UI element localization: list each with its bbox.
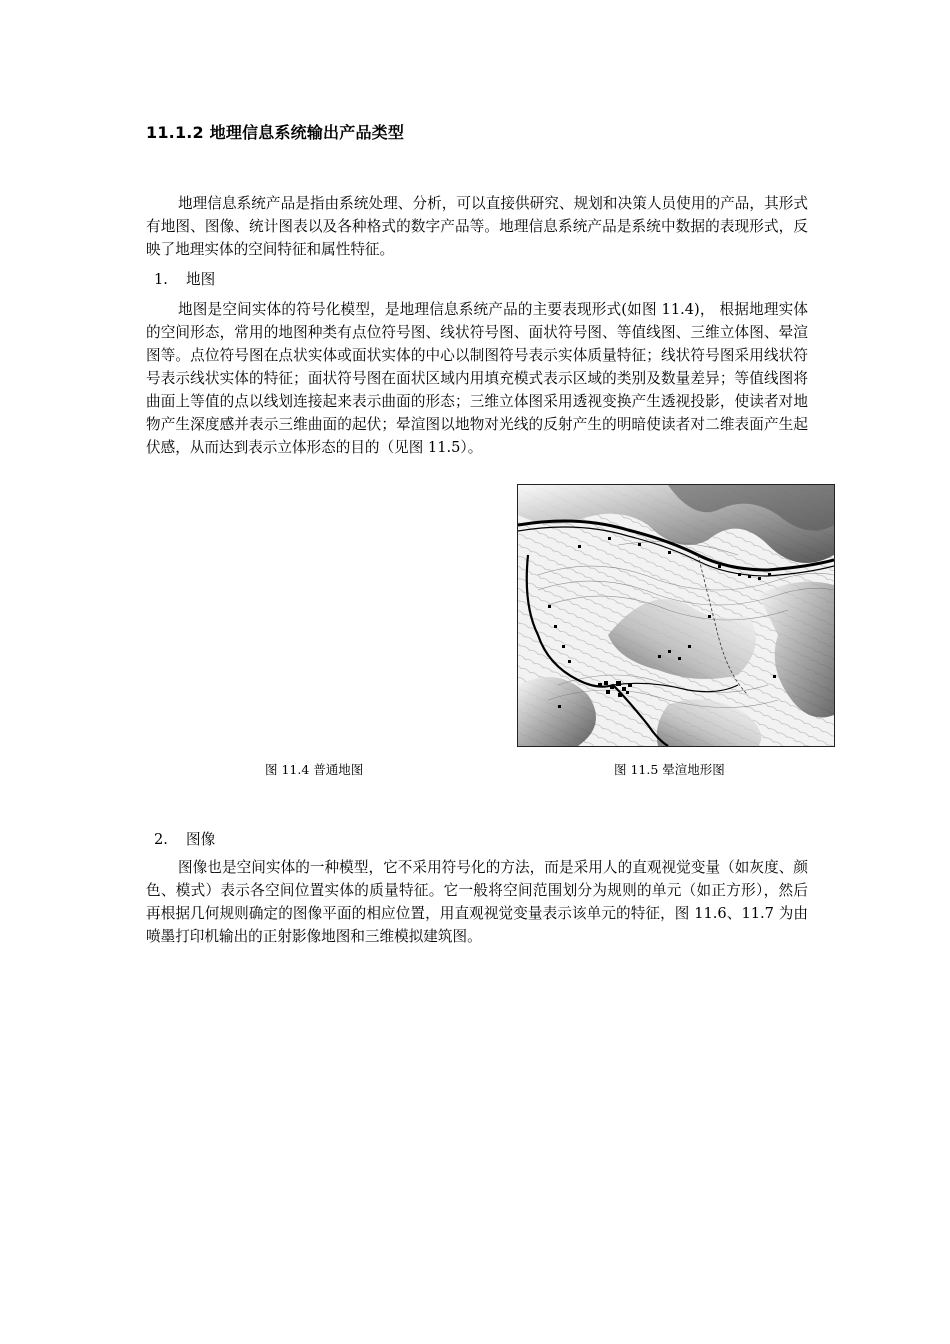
shaded-relief-map-image <box>517 484 835 747</box>
figure-11-4-caption: 图 11.4 普通地图 <box>265 762 364 777</box>
shaded-relief-map-svg <box>518 485 834 746</box>
intro-paragraph: 地理信息系统产品是指由系统处理、分析，可以直接供研究、规划和决策人员使用的产品，其形式有地图、图像、统计图表以及各种格式的数字产品等。地理信息系统产品是系统中数据的表现形式，反映了地理实体的空间特征和属性特征。 <box>146 195 808 258</box>
image-paragraph: 图像也是空间实体的一种模型，它不采用符号化的方法，而是采用人的直观视觉变量（如灰度、颜色、模式）表示各空间位置实体的质量特征。它一般将空间范围划分为规则的单元（如正方形），然后再根据几何规则确定的图像平面的相应位置，用直观视觉变量表示该单元的特征，图 11.6、11.7 为由喷墨打印机输出的正射影像地图和三维模拟建筑图。 <box>146 859 808 945</box>
map-heading-label: 地图 <box>186 271 216 288</box>
image-heading-number: 2. <box>154 831 168 848</box>
figure-11-5-caption: 图 11.5 晕渲地形图 <box>614 762 725 777</box>
map-paragraph: 地图是空间实体的符号化模型，是地理信息系统产品的主要表现形式(如图 11.4)， 根据地理实体的空间形态，常用的地图种类有点位符号图、线状符号图、面状符号图、等值线图、三维立体图、晕渲图等。点位符号图在点状实体或面状实体的中心以制图符号表示实体质量特征；线状符号图采用线状符号表示线状实体的特征；面状符号图在面状区域内用填充模式表示区域的类别及数量差异；等值线图将曲面上等值的点以线划连接起来表示曲面的形态；三维立体图采用透视变换产生透视投影，使读者对地物产生深度感并表示三维曲面的起伏；晕渲图以地物对光线的反射产生的明暗使读者对二维表面产生起伏感，从而达到表示立体形态的目的（见图 11.5）。 <box>146 301 808 456</box>
section-title: 11.1.2 地理信息系统输出产品类型 <box>146 123 405 142</box>
image-heading-label: 图像 <box>186 831 216 848</box>
image-heading <box>154 828 215 849</box>
map-heading-number: 1. <box>154 271 168 288</box>
map-heading <box>154 268 215 289</box>
